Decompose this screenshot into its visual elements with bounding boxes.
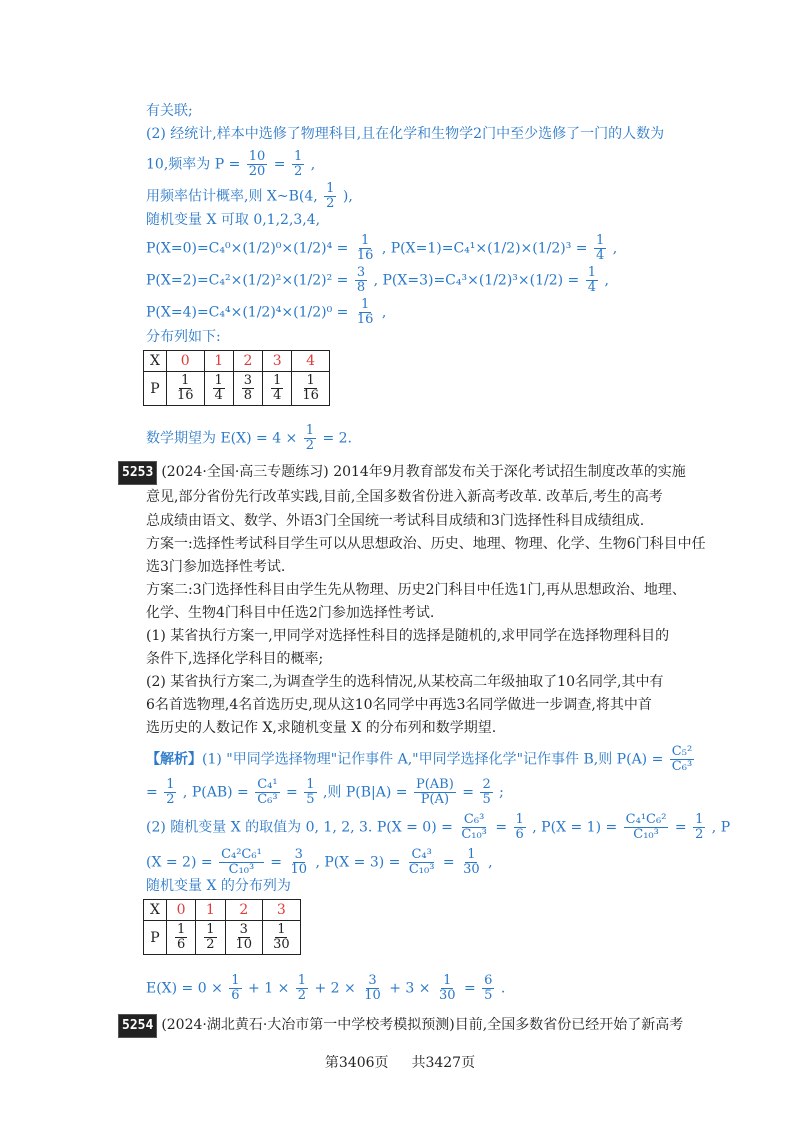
numerator: 1 (305, 423, 315, 438)
numerator: C₆³ (463, 812, 485, 827)
denominator: C₁₀³ (461, 827, 487, 842)
text: , P(X=1)=C₄¹×(1/2)×(1/2)³ = (381, 240, 588, 257)
fraction (437, 974, 458, 1003)
x-header: X (144, 351, 167, 372)
text: . (500, 980, 506, 997)
numerator: 1 (443, 973, 452, 988)
table-row (144, 900, 301, 921)
sol2-line-6 (146, 974, 505, 1003)
text: = (674, 819, 687, 836)
p-value (204, 372, 233, 406)
denominator: 5 (482, 792, 491, 807)
numerator: 1 (515, 812, 524, 827)
denominator: 8 (356, 280, 366, 295)
denominator: 2 (326, 196, 335, 211)
text: , P(X = 1) = (532, 819, 618, 836)
page-footer (0, 1052, 800, 1072)
numerator: C₄²C₆¹ (221, 847, 262, 862)
p-value (292, 372, 330, 406)
text: = (286, 784, 298, 801)
denominator: 6 (515, 827, 524, 842)
problem-5253-line-9: 条件下,选择化学科目的概率; (146, 651, 324, 667)
distribution-table-1 (143, 350, 330, 406)
denominator: 6 (176, 937, 186, 952)
fraction (229, 974, 241, 1003)
x-header: X (144, 900, 167, 921)
x-value: 2 (225, 900, 263, 921)
text: 10,频率为 P = (146, 156, 241, 173)
text: = (495, 819, 508, 836)
fraction (219, 848, 264, 877)
denominator: 5 (306, 792, 315, 807)
denominator: 2 (305, 438, 315, 453)
problem-5253-line-4: 方案一:选择性考试科目学生可以从思想政治、历史、地理、物理、化学、生物6门科目中任 (146, 536, 706, 552)
p-header: P (144, 372, 167, 406)
numerator: 1 (277, 922, 286, 937)
sol1-line-4 (146, 182, 353, 211)
p-value (225, 921, 263, 955)
fraction (482, 974, 494, 1003)
distribution-table-2 (143, 899, 301, 955)
sol1-line-8 (146, 298, 386, 327)
text: E(X) = 0 × (146, 980, 223, 997)
problem-5253-line-2: 意见,部分省份先行改革实践,目前,全国多数省份进入新高考改革. 改革后,考生的高考 (146, 489, 663, 505)
text: + 3 × (389, 980, 431, 997)
sol1-line-2: (2) 经统计,样本中选修了物理科目,且在化学和生物学2门中至少选修了一门的人数为 (146, 126, 665, 142)
text: , P(X = 3) = (315, 854, 401, 871)
numerator: C₄¹C₆² (625, 812, 667, 827)
text: + 1 × (248, 980, 290, 997)
text: ), (342, 188, 353, 205)
numerator: 1 (360, 233, 370, 248)
numerator: 1 (297, 973, 307, 988)
text: (X = 2) = (146, 854, 213, 871)
fraction (164, 778, 176, 807)
table-row (144, 351, 330, 372)
fraction (461, 848, 482, 877)
fraction (288, 848, 309, 877)
numerator: C₅² (671, 744, 693, 759)
fraction (459, 813, 489, 842)
numerator: 3 (368, 973, 377, 988)
numerator: 1 (326, 181, 335, 196)
text: , (310, 156, 316, 173)
denominator: 2 (293, 164, 303, 179)
numerator: 3 (243, 373, 253, 388)
sol2-line-4 (146, 848, 493, 877)
table-row (144, 372, 330, 406)
denominator: 10 (235, 937, 253, 952)
sol1-line-5: 随机变量 X 可取 0,1,2,3,4, (146, 212, 321, 228)
fraction (514, 813, 526, 842)
denominator: 16 (176, 388, 194, 403)
x-value: 1 (204, 351, 233, 372)
table-row (144, 921, 301, 955)
denominator: 16 (302, 388, 319, 403)
p-value (263, 372, 292, 406)
text: (2024·湖北黄石·大冶市第一中学校考模拟预测)目前,全国多数省份已经开始了新高考 (161, 1017, 684, 1033)
problem-5253-line-1 (118, 461, 686, 485)
numerator: 1 (587, 265, 597, 280)
x-value: 0 (166, 351, 204, 372)
sol1-line-7 (146, 266, 609, 295)
comma: , (381, 304, 387, 321)
fraction (247, 150, 268, 179)
numerator: 3 (294, 847, 303, 862)
x-value: 3 (263, 900, 301, 921)
text: = (270, 854, 282, 871)
denominator: C₆³ (671, 759, 693, 774)
numerator: C₄¹ (257, 777, 278, 792)
fraction (407, 848, 437, 877)
problem-number-badge: 5253 (118, 461, 157, 485)
fraction (586, 266, 598, 295)
total-pages: 共3427页 (411, 1055, 476, 1071)
p-value (196, 921, 225, 955)
page-number: 第3406页 (324, 1055, 389, 1071)
denominator: 16 (356, 312, 374, 327)
text: , P (711, 819, 731, 836)
sol2-line-1 (146, 745, 696, 774)
sol1-line-6 (146, 234, 617, 263)
text: 数学期望为 E(X) = 4 × (146, 430, 298, 447)
numerator: 1 (596, 233, 605, 248)
text: P(X=4)=C₄⁴×(1/2)⁴×(1/2)⁰ = (146, 304, 349, 321)
denominator: 30 (273, 937, 290, 952)
denominator: 2 (206, 937, 215, 952)
denominator: 4 (273, 388, 282, 403)
text: = (462, 784, 474, 801)
denominator: 8 (243, 388, 253, 403)
fraction (480, 778, 492, 807)
text: , (488, 854, 493, 871)
fraction (255, 778, 279, 807)
x-value: 2 (233, 351, 262, 372)
sol2-line-3 (146, 813, 730, 842)
numerator: 1 (231, 973, 240, 988)
text: + 2 × (314, 980, 356, 997)
fraction (362, 974, 383, 1003)
x-value: 1 (196, 900, 225, 921)
fraction (594, 234, 606, 263)
text: 用频率估计概率,则 X~B(4, (146, 188, 318, 205)
numerator: 6 (484, 973, 493, 988)
x-value: 4 (292, 351, 330, 372)
p-header: P (144, 921, 167, 955)
numerator: 1 (306, 373, 315, 388)
text: P(X=0)=C₄⁰×(1/2)⁰×(1/2)⁴ = (146, 240, 349, 257)
comma: , (604, 272, 609, 289)
text: = (463, 980, 476, 997)
numerator: 2 (482, 777, 491, 792)
denominator: C₁₀³ (408, 862, 435, 877)
denominator: 10 (364, 988, 381, 1003)
problem-5253-line-8: (1) 某省执行方案一,甲同学对选择性科目的选择是随机的,求甲同学在选择物理科目的 (146, 628, 670, 644)
denominator: 4 (587, 280, 597, 295)
numerator: 3 (356, 265, 366, 280)
denominator: 16 (356, 248, 374, 263)
numerator: P(AB) (415, 777, 454, 792)
fraction (670, 745, 694, 774)
text: ; (499, 784, 504, 801)
denominator: 6 (231, 988, 240, 1003)
fraction (355, 266, 367, 295)
denominator: 4 (596, 248, 605, 263)
comma: , (612, 240, 618, 257)
numerator: 1 (214, 373, 223, 388)
denominator: P(A) (420, 792, 450, 807)
numerator: 3 (239, 922, 248, 937)
problem-5253-line-11: 6名首选物理,4名首选历史,现从这10名同学中再选3名同学做进一步调查,将其中首 (146, 697, 652, 713)
sol1-line-10 (146, 424, 352, 453)
fraction (324, 182, 336, 211)
denominator: 4 (214, 388, 223, 403)
fraction (693, 813, 705, 842)
problem-5253-line-3: 总成绩由语文、数学、外语3门全国统一考试科目成绩和3门选择性科目成绩组成. (146, 513, 645, 529)
fraction (304, 424, 316, 453)
numerator: 1 (181, 373, 190, 388)
fraction (624, 813, 669, 842)
text: = 2. (322, 430, 353, 447)
problem-5254-line-1 (118, 1014, 683, 1038)
denominator: C₆³ (257, 792, 278, 807)
text: = (273, 156, 286, 173)
sol2-line-2 (146, 778, 504, 807)
denominator: 20 (248, 164, 266, 179)
fraction (355, 298, 376, 327)
numerator: 1 (306, 777, 315, 792)
x-value: 3 (263, 351, 292, 372)
sol1-line-9: 分布列如下: (146, 329, 221, 345)
p-value (233, 372, 262, 406)
analysis-tag: 【解析】 (146, 751, 202, 768)
problem-5253-line-6: 方案二:3门选择性科目由学生先从物理、历史2门科目中任选1门,再从思想政治、地理、 (146, 582, 686, 598)
text: P(X=2)=C₄²×(1/2)²×(1/2)² = (146, 272, 349, 289)
numerator: 1 (695, 812, 704, 827)
denominator: 2 (297, 988, 307, 1003)
text: (2024·全国·高三专题练习) 2014年9月教育部发布关于深化考试招生制度改革的实施 (161, 464, 686, 480)
problem-5253-line-10: (2) 某省执行方案二,为调查学生的选科情况,从某校高二年级抽取了10名同学,其中有 (146, 674, 664, 690)
denominator: 10 (290, 862, 307, 877)
p-value (263, 921, 301, 955)
p-value (166, 921, 195, 955)
sol1-line-1: 有关联; (146, 103, 193, 119)
numerator: 1 (467, 847, 476, 862)
text: (1) "甲同学选择物理"记作事件 A,"甲同学选择化学"记作事件 B,则 P(A) = (202, 751, 664, 768)
numerator: 1 (166, 777, 175, 792)
text: ,则 P(B|A) = (322, 784, 408, 801)
numerator: C₄³ (411, 847, 432, 862)
x-value: 0 (166, 900, 195, 921)
sol1-line-3 (146, 150, 315, 179)
denominator: 2 (166, 792, 175, 807)
denominator: 2 (695, 827, 704, 842)
denominator: 5 (484, 988, 493, 1003)
p-value (166, 372, 204, 406)
numerator: 1 (206, 922, 215, 937)
denominator: C₁₀³ (228, 862, 255, 877)
numerator: 10 (248, 149, 266, 164)
numerator: 1 (360, 297, 370, 312)
fraction (292, 150, 304, 179)
sol2-line-5: 随机变量 X 的分布列为 (146, 878, 291, 894)
numerator: 1 (293, 149, 303, 164)
problem-5253-line-5: 选3门参加选择性考试. (146, 559, 286, 575)
fraction (355, 234, 376, 263)
text: (2) 随机变量 X 的取值为 0, 1, 2, 3. P(X = 0) = (146, 819, 453, 836)
problem-number-badge: 5254 (118, 1014, 157, 1038)
text: , P(AB) = (182, 784, 249, 801)
text: = (442, 854, 455, 871)
fraction (414, 778, 456, 807)
fraction (304, 778, 316, 807)
numerator: 1 (176, 922, 186, 937)
denominator: 30 (463, 862, 480, 877)
problem-5253-line-12: 选历史的人数记作 X,求随机变量 X 的分布列和数学期望. (146, 720, 497, 736)
denominator: C₁₀³ (633, 827, 659, 842)
problem-5253-line-7: 化学、生物4门科目中任选2门参加选择性考试. (146, 605, 435, 621)
numerator: 1 (273, 373, 282, 388)
text: , P(X=3)=C₄³×(1/2)³×(1/2) = (373, 272, 580, 289)
denominator: 30 (438, 988, 456, 1003)
fraction (296, 974, 308, 1003)
text: = (146, 784, 158, 801)
